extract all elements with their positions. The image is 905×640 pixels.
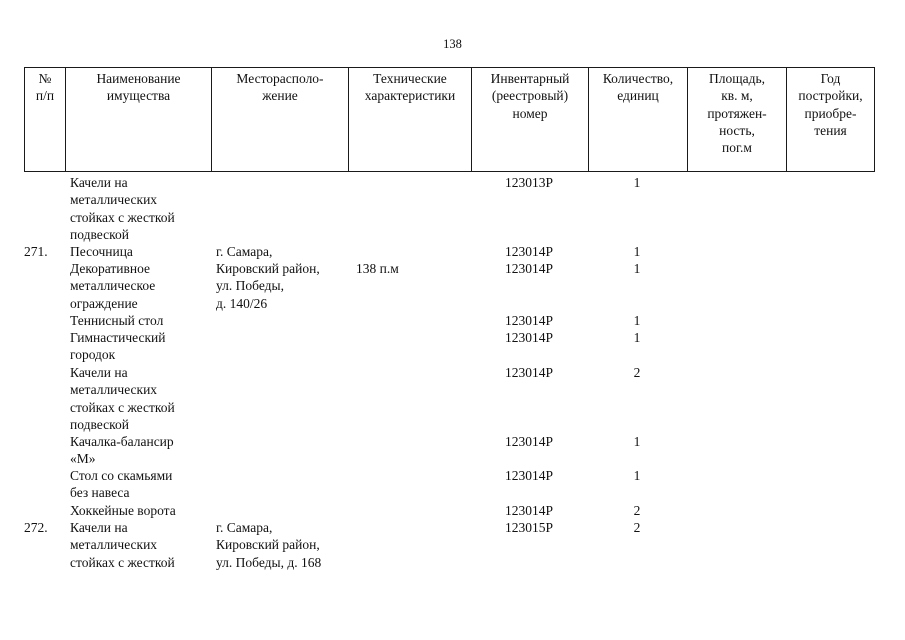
row-name: Хоккейные ворота	[70, 503, 176, 518]
row-name: Качалка-балансир «М»	[70, 434, 174, 467]
row-inventory: 123014Р	[504, 313, 553, 328]
row-name: Гимнастический городок	[70, 330, 166, 363]
row-inventory: 123014Р	[504, 434, 553, 449]
row-technical: 138 п.м	[356, 261, 399, 276]
row-quantity: 2	[633, 365, 641, 380]
row-name: Качели на металлических стойках с жесткой подвеской	[70, 175, 175, 242]
row-quantity: 1	[633, 330, 641, 345]
row-quantity: 1	[633, 261, 641, 276]
row-name: Песочница	[70, 244, 133, 259]
page-number: 138	[443, 37, 462, 51]
row-quantity: 1	[633, 313, 641, 328]
row-inventory: 123014Р	[504, 503, 553, 518]
row-name: Декоративное металлическое ограждение	[70, 261, 156, 311]
row-inventory: 123015Р	[504, 520, 553, 535]
row-quantity: 1	[633, 468, 641, 483]
row-number: 272.	[24, 520, 48, 535]
header-cell-year: Год постройки, приобре- тения	[786, 68, 874, 171]
row-inventory: 123014Р	[504, 468, 553, 483]
row-name: Качели на металлических стойках с жесткой	[70, 520, 175, 570]
header-cell-location: Месторасполо- жение	[211, 68, 348, 171]
row-inventory: 123014Р	[504, 330, 553, 345]
row-location: Кировский район, ул. Победы, д. 140/26	[216, 261, 320, 311]
row-location: г. Самара,	[216, 244, 273, 259]
row-quantity: 1	[633, 244, 641, 259]
row-inventory: 123014Р	[504, 261, 553, 276]
header-cell-quantity: Количество, единиц	[588, 68, 687, 171]
row-name: Теннисный стол	[70, 313, 164, 328]
header-cell-inventory: Инвентарный (реестровый) номер	[471, 68, 588, 171]
row-quantity: 2	[633, 503, 641, 518]
row-number: 271.	[24, 244, 48, 259]
row-inventory: 123013Р	[504, 175, 553, 190]
row-inventory: 123014Р	[504, 244, 553, 259]
row-name: Стол со скамьями без навеса	[70, 468, 173, 501]
row-location: г. Самара, Кировский район, ул. Победы, д. 168	[216, 520, 322, 570]
header-cell-technical: Технические характеристики	[348, 68, 471, 171]
row-name: Качели на металлических стойках с жесткой подвеской	[70, 365, 175, 432]
header-cell-number: № п/п	[35, 71, 55, 104]
row-quantity: 1	[633, 175, 641, 190]
row-inventory: 123014Р	[504, 365, 553, 380]
header-cell-name: Наименование имущества	[65, 68, 211, 171]
table-header	[24, 67, 875, 172]
row-quantity: 1	[633, 434, 641, 449]
header-cell-area: Площадь, кв. м, протяжен- ность, пог.м	[687, 68, 786, 171]
row-quantity: 2	[633, 520, 641, 535]
